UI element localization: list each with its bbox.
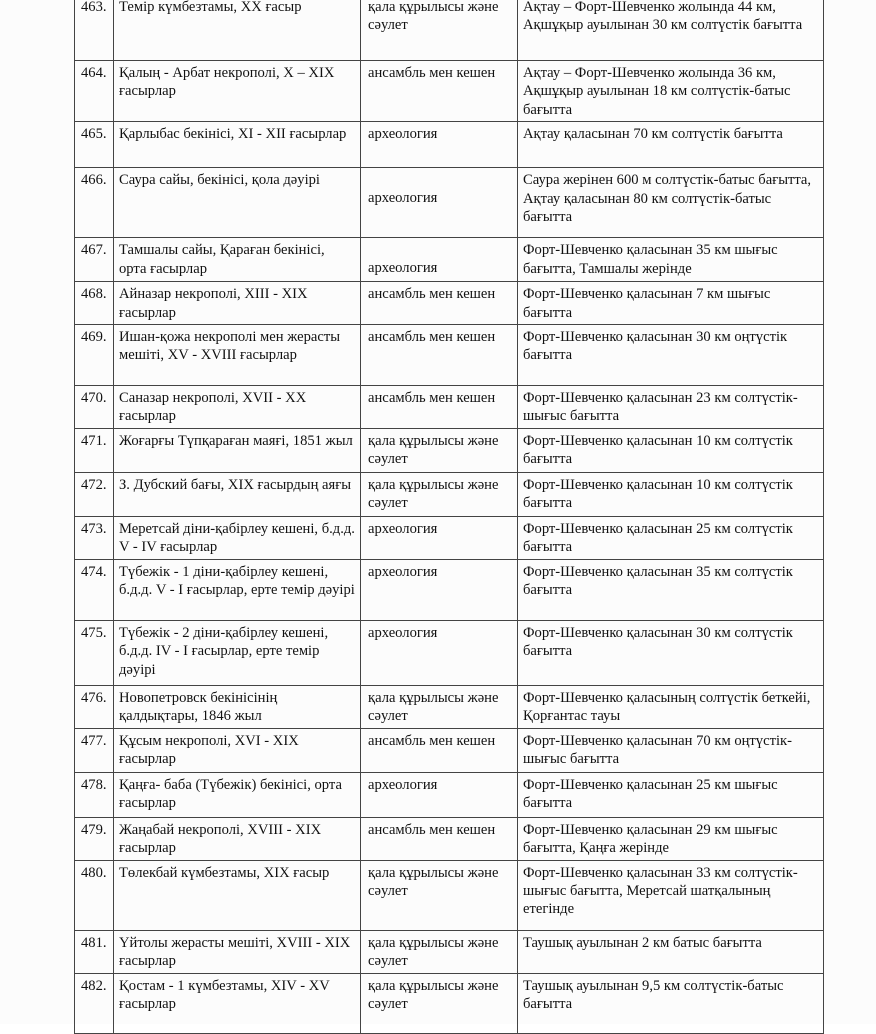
- monuments-table-body: [75, 0, 824, 1033]
- monument-category: археология: [361, 238, 518, 282]
- monument-category: ансамбль мен кешен: [361, 728, 518, 772]
- row-number: 474.: [75, 559, 114, 620]
- table-row: [75, 325, 824, 386]
- row-number: 465.: [75, 122, 114, 168]
- row-number: 482.: [75, 973, 114, 1033]
- monument-category: ансамбль мен кешен: [361, 817, 518, 860]
- row-number: 480.: [75, 860, 114, 930]
- monument-location: Форт-Шевченко қаласынан 30 км солтүстік бағытта: [518, 620, 824, 685]
- monument-name: Саура сайы, бекінісі, қола дәуірі: [114, 168, 361, 238]
- monument-category: қала құрылысы және сәулет: [361, 0, 518, 61]
- monument-location: Ақтау – Форт-Шевченко жолында 36 км, Ақшұқыр ауылынан 18 км солтүстік-батыс бағытта: [518, 61, 824, 122]
- monument-name: Қалың - Арбат некрополі, X – XIX ғасырлар: [114, 61, 361, 122]
- monument-category: қала құрылысы және сәулет: [361, 973, 518, 1033]
- monument-location: Форт-Шевченко қаласынан 23 км солтүстік-шығыс бағытта: [518, 386, 824, 429]
- monument-name: Қарлыбас бекінісі, XI - XII ғасырлар: [114, 122, 361, 168]
- monument-category: ансамбль мен кешен: [361, 325, 518, 386]
- monument-category: археология: [361, 772, 518, 817]
- monument-location: Форт-Шевченко қаласынан 25 км шығыс бағытта: [518, 772, 824, 817]
- monument-name: Айназар некрополі, XIII - XIX ғасырлар: [114, 282, 361, 325]
- table-row: [75, 685, 824, 728]
- monument-location: Форт-Шевченко қаласынан 30 км оңтүстік бағытта: [518, 325, 824, 386]
- table-row: [75, 973, 824, 1033]
- monument-name: Тамшалы сайы, Қараған бекінісі, орта ғасырлар: [114, 238, 361, 282]
- monument-name: Қаңға- баба (Түбежік) бекінісі, орта ғасырлар: [114, 772, 361, 817]
- monument-location: Форт-Шевченко қаласынан 35 км шығыс бағытта, Тамшалы жерінде: [518, 238, 824, 282]
- table-row: [75, 516, 824, 559]
- monument-name: Жаңабай некрополі, XVIII - XIX ғасырлар: [114, 817, 361, 860]
- monument-category: археология: [361, 559, 518, 620]
- monument-location: Форт-Шевченко қаласынан 70 км оңтүстік-шығыс бағытта: [518, 728, 824, 772]
- row-number: 476.: [75, 685, 114, 728]
- monument-name: Меретсай діни-қабірлеу кешені, б.д.д. V - IV ғасырлар: [114, 516, 361, 559]
- monument-category: қала құрылысы және сәулет: [361, 930, 518, 973]
- row-number: 469.: [75, 325, 114, 386]
- row-number: 468.: [75, 282, 114, 325]
- table-row: [75, 0, 824, 61]
- row-number: 479.: [75, 817, 114, 860]
- row-number: 470.: [75, 386, 114, 429]
- monument-category: қала құрылысы және сәулет: [361, 472, 518, 516]
- monument-category: ансамбль мен кешен: [361, 386, 518, 429]
- monument-name: Төлекбай күмбезтамы, XIX ғасыр: [114, 860, 361, 930]
- monument-category: қала құрылысы және сәулет: [361, 685, 518, 728]
- table-row: [75, 168, 824, 238]
- row-number: 481.: [75, 930, 114, 973]
- table-row: [75, 817, 824, 860]
- monument-category: қала құрылысы және сәулет: [361, 860, 518, 930]
- table-row: [75, 772, 824, 817]
- monument-category: ансамбль мен кешен: [361, 61, 518, 122]
- row-number: 463.: [75, 0, 114, 61]
- monument-location: Форт-Шевченко қаласынан 25 км солтүстік бағытта: [518, 516, 824, 559]
- monument-location: Форт-Шевченко қаласынан 29 км шығыс бағытта, Қаңға жерінде: [518, 817, 824, 860]
- table-row: [75, 238, 824, 282]
- row-number: 473.: [75, 516, 114, 559]
- monument-location: Форт-Шевченко қаласынан 10 км солтүстік бағытта: [518, 428, 824, 472]
- row-number: 471.: [75, 428, 114, 472]
- monuments-table: [74, 0, 824, 1034]
- monument-location: Саура жерінен 600 м солтүстік-батыс бағытта, Ақтау қаласынан 80 км солтүстік-батыс бағытта: [518, 168, 824, 238]
- monument-name: Түбежік - 2 діни-қабірлеу кешені, б.д.д. IV - I ғасырлар, ерте темір дәуірі: [114, 620, 361, 685]
- table-row: [75, 472, 824, 516]
- table-row: [75, 620, 824, 685]
- row-number: 472.: [75, 472, 114, 516]
- monument-category: археология: [361, 122, 518, 168]
- monument-location: Форт-Шевченко қаласының солтүстік беткейі, Қорғантас тауы: [518, 685, 824, 728]
- table-row: [75, 61, 824, 122]
- monument-location: Ақтау – Форт-Шевченко жолында 44 км, Ақшұқыр ауылынан 30 км солтүстік бағытта: [518, 0, 824, 61]
- table-row: [75, 386, 824, 429]
- monument-name: Новопетровск бекінісінің қалдықтары, 1846 жыл: [114, 685, 361, 728]
- monument-name: Қостам - 1 күмбезтамы, XIV - XV ғасырлар: [114, 973, 361, 1033]
- monument-location: Таушық ауылынан 2 км батыс бағытта: [518, 930, 824, 973]
- monument-category: ансамбль мен кешен: [361, 282, 518, 325]
- table-row: [75, 428, 824, 472]
- monument-name: Ишан-қожа некрополі мен жерасты мешіті, XV - XVIII ғасырлар: [114, 325, 361, 386]
- monument-name: Түбежік - 1 діни-қабірлеу кешені, б.д.д. V - I ғасырлар, ерте темір дәуірі: [114, 559, 361, 620]
- row-number: 477.: [75, 728, 114, 772]
- row-number: 475.: [75, 620, 114, 685]
- monument-name: Саназар некрополі, XVII - XX ғасырлар: [114, 386, 361, 429]
- monument-name: Жоғарғы Түпқараған маяғі, 1851 жыл: [114, 428, 361, 472]
- monument-location: Форт-Шевченко қаласынан 35 км солтүстік бағытта: [518, 559, 824, 620]
- table-row: [75, 728, 824, 772]
- monument-name: Үйтолы жерасты мешіті, XVIII - XIX ғасырлар: [114, 930, 361, 973]
- monument-location: Форт-Шевченко қаласынан 10 км солтүстік бағытта: [518, 472, 824, 516]
- monument-category: қала құрылысы және сәулет: [361, 428, 518, 472]
- table-row: [75, 860, 824, 930]
- table-row: [75, 122, 824, 168]
- row-number: 467.: [75, 238, 114, 282]
- monument-name: Темір күмбезтамы, XX ғасыр: [114, 0, 361, 61]
- monument-location: Таушық ауылынан 9,5 км солтүстік-батыс бағытта: [518, 973, 824, 1033]
- monument-name: З. Дубский бағы, XIX ғасырдың аяғы: [114, 472, 361, 516]
- monument-location: Форт-Шевченко қаласынан 33 км солтүстік-шығыс бағытта, Меретсай шатқалының етегінде: [518, 860, 824, 930]
- monument-category: археология: [361, 620, 518, 685]
- monument-location: Форт-Шевченко қаласынан 7 км шығыс бағытта: [518, 282, 824, 325]
- row-number: 478.: [75, 772, 114, 817]
- monument-category: археология: [361, 516, 518, 559]
- table-row: [75, 282, 824, 325]
- monument-category: археология: [361, 168, 518, 238]
- row-number: 464.: [75, 61, 114, 122]
- monument-name: Құсым некрополі, XVI - XIX ғасырлар: [114, 728, 361, 772]
- table-row: [75, 559, 824, 620]
- row-number: 466.: [75, 168, 114, 238]
- table-row: [75, 930, 824, 973]
- monument-location: Ақтау қаласынан 70 км солтүстік бағытта: [518, 122, 824, 168]
